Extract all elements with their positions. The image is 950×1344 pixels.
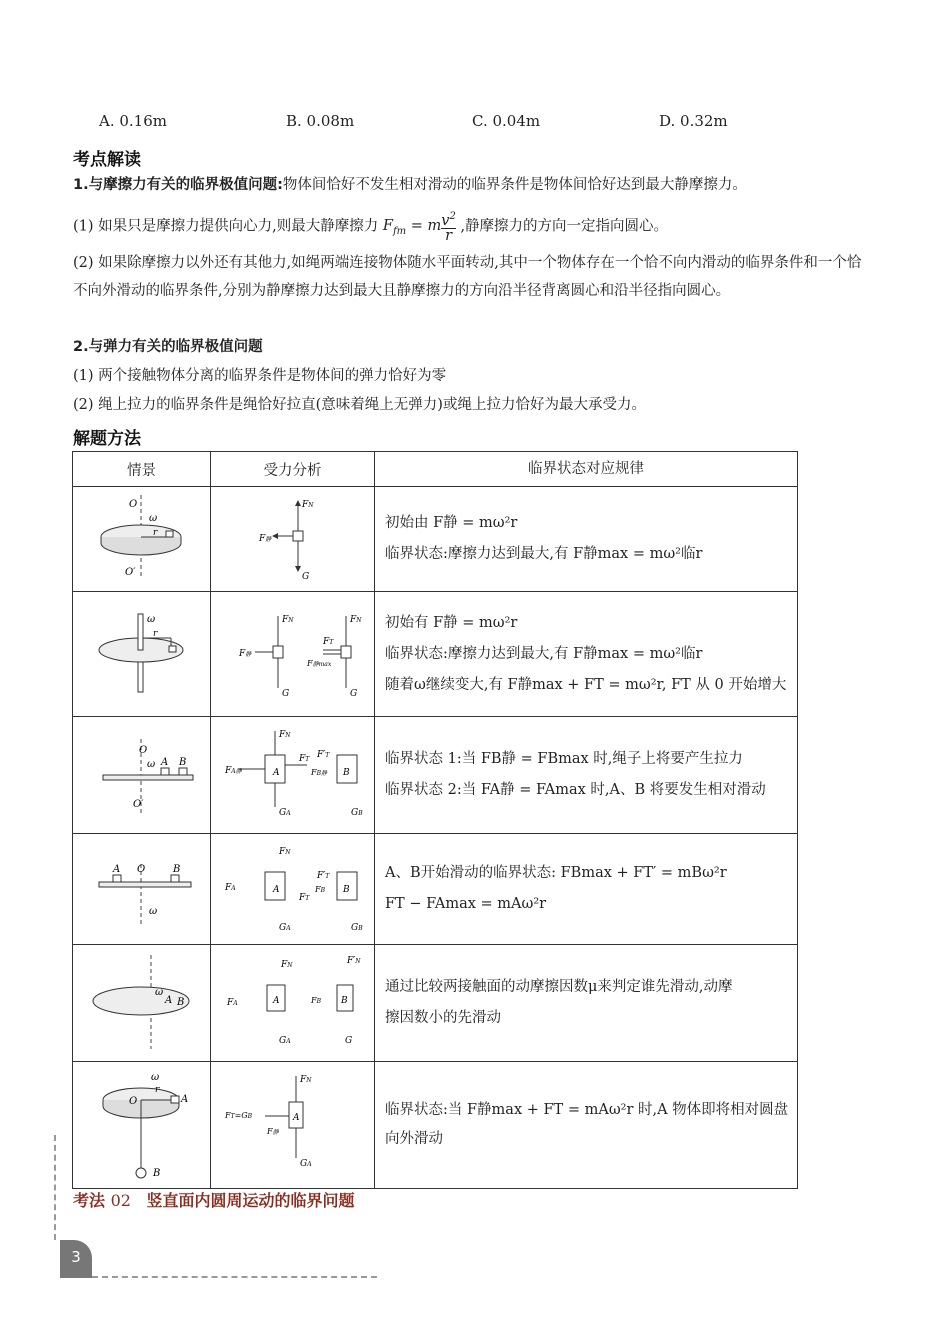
paragraph-5: (1) 两个接触物体分离的临界条件是物体间的弹力恰好为零 [73, 368, 447, 384]
formula-ffm: $F_{fm} = m$ [382, 218, 442, 238]
disk-block-figure [73, 487, 210, 587]
svg-text:ω: ω [151, 1072, 160, 1083]
svg-text:O′: O′ [125, 567, 136, 578]
svg-text:F静: F静 [239, 649, 252, 659]
para2-end: ,静摩擦力的方向一定指向圆心。 [460, 218, 669, 235]
svg-text:GB: GB [351, 808, 363, 818]
paragraph-6: (2) 绳上拉力的临界条件是绳恰好拉直(意味着绳上无弹力)或绳上拉力恰好为最大承受力。 [73, 397, 646, 413]
method-table [72, 451, 798, 1189]
svg-text:FT: FT [299, 754, 310, 764]
svg-text:O′: O′ [133, 799, 144, 810]
table-row [73, 834, 798, 945]
law-line: 临界状态:摩擦力达到最大,有 F静max = mω²临r [385, 645, 703, 662]
svg-text:F静: F静 [259, 534, 272, 544]
svg-text:GA: GA [279, 808, 291, 818]
page-decoration-horizontal [92, 1276, 377, 1278]
header-force: 受力分析 [211, 452, 375, 487]
svg-text:A: A [273, 996, 280, 1006]
scene-figure [73, 717, 211, 834]
svg-text:GA: GA [300, 1159, 312, 1169]
svg-text:F′T: F′T [317, 871, 330, 881]
law-line: 擦因数小的先滑动 [385, 1010, 501, 1026]
svg-text:B: B [177, 997, 185, 1008]
force-diagram [211, 592, 374, 712]
para2-start: (1) 如果只是摩擦力提供向心力,则最大静摩擦力 [73, 218, 379, 235]
svg-text:FA: FA [227, 998, 238, 1008]
footer-title: 竖直面内圆周运动的临界问题 [146, 1191, 355, 1210]
svg-text:B: B [343, 768, 350, 778]
scene-figure [73, 1062, 211, 1189]
table-header-row [73, 452, 798, 487]
svg-text:F静max: F静max [307, 659, 332, 668]
svg-text:G: G [345, 1036, 353, 1046]
disk-ab-figure [73, 945, 210, 1057]
svg-text:r: r [155, 1085, 160, 1095]
force-figure [211, 945, 375, 1062]
option-b: B. 0.08m [286, 112, 355, 130]
option-d: D. 0.32m [659, 112, 728, 130]
force-figure [211, 487, 375, 592]
svg-text:O: O [139, 745, 148, 756]
svg-text:FA静: FA静 [225, 766, 242, 776]
svg-text:FB: FB [315, 885, 325, 894]
svg-text:B: B [343, 885, 350, 895]
law-line: FT − FAmax = mAω²r [385, 896, 547, 912]
law-line: 初始有 F静 = mω²r [385, 614, 518, 631]
footer-num: 02 [110, 1191, 131, 1210]
law-cell [375, 487, 798, 592]
svg-text:FT=GB: FT=GB [225, 1111, 253, 1120]
force-diagram [211, 1062, 374, 1184]
page-number: 3 [60, 1240, 92, 1278]
svg-text:GA: GA [279, 923, 291, 933]
para1-bold: 1.与摩擦力有关的临界极值问题: [73, 177, 283, 193]
svg-text:A: A [273, 885, 280, 895]
svg-text:r: r [153, 629, 158, 639]
svg-text:FN: FN [350, 615, 362, 625]
svg-text:GB: GB [351, 923, 363, 933]
svg-text:ω: ω [149, 906, 158, 917]
svg-text:O: O [129, 499, 138, 510]
svg-text:FA: FA [225, 883, 236, 893]
scene-figure [73, 834, 211, 945]
section-title-kaodian: 考点解读 [73, 150, 141, 170]
fraction-v2-r: $\frac{v^2}{r}$ [441, 211, 456, 244]
force-figure [211, 834, 375, 945]
svg-text:FT: FT [299, 893, 310, 903]
svg-text:F′T: F′T [317, 750, 330, 760]
svg-text:A: A [113, 864, 121, 875]
svg-text:A: A [293, 1113, 300, 1123]
law-line: A、B开始滑动的临界状态: FBmax + FT′ = mBω²r [385, 865, 727, 881]
law-line: 初始由 F静 = mω²r [385, 515, 518, 531]
svg-text:FN: FN [279, 847, 291, 857]
scene-figure [73, 945, 211, 1062]
law-cell [375, 1062, 798, 1189]
svg-text:ω: ω [155, 987, 164, 998]
disk-rod-figure [73, 592, 210, 712]
svg-text:B: B [341, 996, 348, 1006]
force-diagram [211, 945, 374, 1057]
svg-text:ω: ω [147, 759, 156, 770]
table-row [73, 1062, 798, 1189]
svg-text:FT: FT [323, 637, 334, 647]
header-scene: 情景 [73, 452, 211, 487]
rod-ab-figure [73, 717, 210, 829]
force-diagram [211, 487, 374, 587]
force-diagram [211, 717, 374, 829]
law-line: 临界状态 2:当 FA静 = FAmax 时,A、B 将要发生相对滑动 [385, 782, 766, 798]
footer-section-title [73, 1188, 355, 1211]
law-line: 通过比较两接触面的动摩擦因数μ来判定谁先滑动,动摩 [385, 979, 733, 995]
header-law: 临界状态对应规律 [375, 452, 798, 487]
svg-text:FN: FN [302, 500, 314, 510]
force-figure [211, 717, 375, 834]
law-cell [375, 592, 798, 717]
table-row [73, 592, 798, 717]
scene-figure [73, 487, 211, 592]
paragraph-4 [73, 336, 873, 358]
law-line: 临界状态:摩擦力达到最大,有 F静max = mω²临r [385, 546, 703, 562]
law-line: 临界状态:当 F静max + FT = mAω²r 时,A 物体即将相对圆盘向外滑动 [385, 1102, 789, 1147]
svg-text:F′N: F′N [347, 956, 361, 966]
svg-text:A: A [273, 768, 280, 778]
svg-text:FB静: FB静 [311, 768, 327, 777]
option-a: A. 0.16m [99, 112, 167, 130]
svg-text:G: G [302, 572, 310, 582]
svg-text:A: A [161, 757, 169, 768]
svg-text:ω: ω [149, 513, 158, 524]
law-cell [375, 834, 798, 945]
svg-text:A: A [165, 995, 173, 1006]
svg-text:O: O [137, 864, 146, 875]
option-c: C. 0.04m [472, 112, 541, 130]
rod-center-figure [73, 834, 210, 940]
svg-text:FN: FN [281, 960, 293, 970]
svg-text:FB: FB [311, 996, 321, 1005]
disk-hanging-figure [73, 1062, 210, 1184]
force-figure [211, 592, 375, 717]
page-decoration-vertical [54, 1135, 56, 1240]
svg-text:FN: FN [300, 1075, 312, 1085]
paragraph-2 [73, 210, 873, 243]
svg-text:B: B [173, 864, 181, 875]
law-cell [375, 945, 798, 1062]
svg-text:FN: FN [282, 615, 294, 625]
svg-text:GA: GA [279, 1036, 291, 1046]
table-row [73, 717, 798, 834]
force-figure [211, 1062, 375, 1189]
svg-text:r: r [153, 528, 158, 538]
section-title-jieti: 解题方法 [73, 429, 141, 449]
svg-text:G: G [350, 689, 358, 699]
force-diagram [211, 834, 374, 940]
svg-text:F静: F静 [267, 1127, 279, 1136]
svg-text:O: O [129, 1096, 138, 1107]
law-line: 随着ω继续变大,有 F静max + FT = mω²r, FT 从 0 开始增大 [385, 676, 787, 693]
svg-text:ω: ω [147, 614, 156, 625]
scene-figure [73, 592, 211, 717]
svg-text:B: B [153, 1168, 161, 1179]
law-cell [375, 717, 798, 834]
para4-bold: 2.与弹力有关的临界极值问题 [73, 339, 263, 355]
svg-text:A: A [181, 1094, 189, 1105]
paragraph-1 [73, 174, 873, 196]
table-row [73, 945, 798, 1062]
paragraph-3: (2) 如果除摩擦力以外还有其他力,如绳两端连接物体随水平面转动,其中一个物体存在一个恰不向内滑动的临界条件和一个恰不向外滑动的临界条件,分别为静摩擦力达到最大且静摩擦力的方向沿半径背离圆心和沿半径指向圆心。 [73, 255, 862, 299]
svg-text:FN: FN [279, 730, 291, 740]
para1-text: 物体间恰好不发生相对滑动的临界条件是物体间恰好达到最大静摩擦力。 [282, 177, 747, 193]
svg-text:G: G [282, 689, 290, 699]
footer-label: 考法 [73, 1191, 106, 1210]
svg-text:B: B [179, 757, 187, 768]
law-line: 临界状态 1:当 FB静 = FBmax 时,绳子上将要产生拉力 [385, 751, 743, 767]
table-row [73, 487, 798, 592]
